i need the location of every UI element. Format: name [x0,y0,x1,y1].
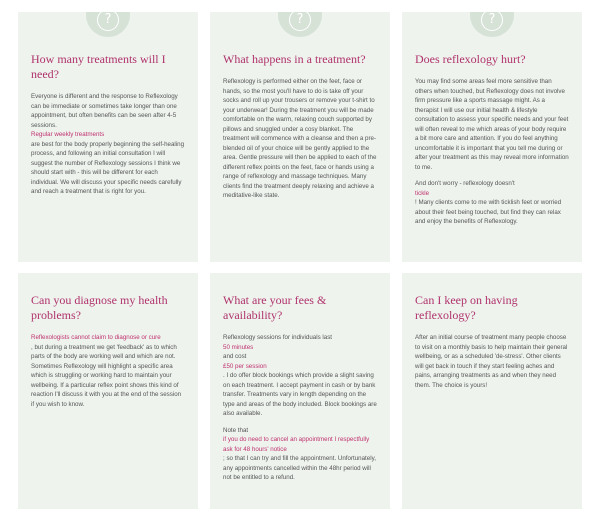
highlight-text[interactable]: 50 minutes [223,343,254,351]
faq-paragraph: And don't worry - reflexology doesn't [415,180,515,187]
faq-body [31,92,185,197]
paragraph-gap [223,419,377,426]
faq-body [223,77,377,201]
faq-title: How many treatments will I need? [31,52,166,81]
faq-title: Does reflexology hurt? [415,52,526,66]
faq-paragraph: After an initial course of treatment many people choose to visit on a monthly basis to help maintain their general wellbeing, or as a scheduled 'de-stress'. Other clients will get back in touch if they start feeling aches and pains, arranging treatments as and when they need them. The choice is yours! [415,334,568,389]
highlight-text[interactable]: £50 per session [223,362,267,370]
faq-paragraph: Everyone is different and the response to Reflexology can be immediate or sometimes take longer than one appointment, but often benefits can be seen after 4-5 sessions. [31,93,178,129]
faq-paragraph: , but during a treatment we get 'feedback' as to which parts of the body are working well and which are not. Sometimes Reflexology will highlight a specific area which is struggling or working hard to maintain your wellbeing. If a particular reflex point shows this kind of reaction I'll discuss it with you at the end of the session if you wish to know. [31,343,182,408]
question-badge [470,12,514,37]
faq-paragraph: and cost [223,353,247,360]
faq-card [18,12,198,262]
faq-body [31,333,185,409]
faq-paragraph: . I do offer block bookings which provide a slight saving on each treatment. I accept payment in cash or by bank transfer. Treatments vary in length depending on the type and areas of the body included. Block bookings are also available. [223,372,377,417]
highlight-text[interactable]: tickle [415,189,430,197]
question-mark-icon: ? [289,12,311,31]
paragraph-gap [415,172,569,179]
faq-title: What are your fees & availability? [223,293,327,322]
highlight-text[interactable]: if you do need to cancel an appointment I respectfully ask for 48 hours' notice [223,436,370,453]
question-badge [278,12,322,37]
faq-body [415,333,569,390]
question-mark-icon: ? [481,12,503,31]
faq-body [415,77,569,227]
question-mark-icon: ? [97,12,119,31]
faq-paragraph: ! Many clients come to me with ticklish feet or worried about their feet being touched, but find they can relax and enjoy the benefits of Reflexology. [415,199,562,225]
faq-paragraph: are best for the body properly beginning the self-healing process, and following an initial consultation I will suggest the number of Reflexology sessions I think we should start with - this will be different for each individual. We will discuss your specific needs carefully and reach a treatment that is right for you. [31,140,185,195]
faq-card [402,12,582,262]
faq-paragraph: ; so that I can try and fill the appointment. Unfortunately, any appointments cancelled within the 48hr period will not be entitled to a refund. [223,455,376,481]
faq-paragraph: You may find some areas feel more sensitive than others when touched, but Reflexology does not involve firm pressure like a sports massage might. As a therapist I will use our initial health & lifestyle consultation to assess your specific needs and your feet will often reveal to me which areas of your body require a bit more care and attention. If you do feel anything uncomfortable it is important that you tell me during or after your treatment as this may reveal more information to me. [415,78,569,171]
highlight-text[interactable]: Regular weekly treatments [31,131,105,138]
faq-paragraph: Reflexology is performed either on the feet, face or hands, so the most you'll have to do is take off your socks and roll up your trousers or remove your t-shirt to your underwear! During the treatment you will be made comfortable on the warm, relaxing couch supported by pillows and snuggled under a cosy blanket. The treatment will commence with a cleanse and then a pre-blended oil of your choice will be gently applied to the area. Gentle pressure will then be applied to each of the different reflex points on the feet, face or hands using a range of reflexology and massage techniques. Many clients find the treatment deeply relaxing and achieve a meditative-like state. [223,78,377,199]
question-badge [86,12,130,37]
faq-title: What happens in a treatment? [223,52,366,66]
faq-card [210,12,390,262]
faq-title: Can you diagnose my health problems? [31,293,168,322]
highlight-text[interactable]: Reflexologists cannot claim to diagnose or cure [31,334,161,341]
faq-card [402,273,582,509]
faq-card [18,273,198,509]
faq-title: Can I keep on having reflexology? [415,293,518,322]
faq-body [223,333,377,483]
faq-paragraph: Reflexology sessions for individuals last [223,334,333,341]
faq-paragraph: Note that [223,426,249,434]
faq-card [210,273,390,509]
